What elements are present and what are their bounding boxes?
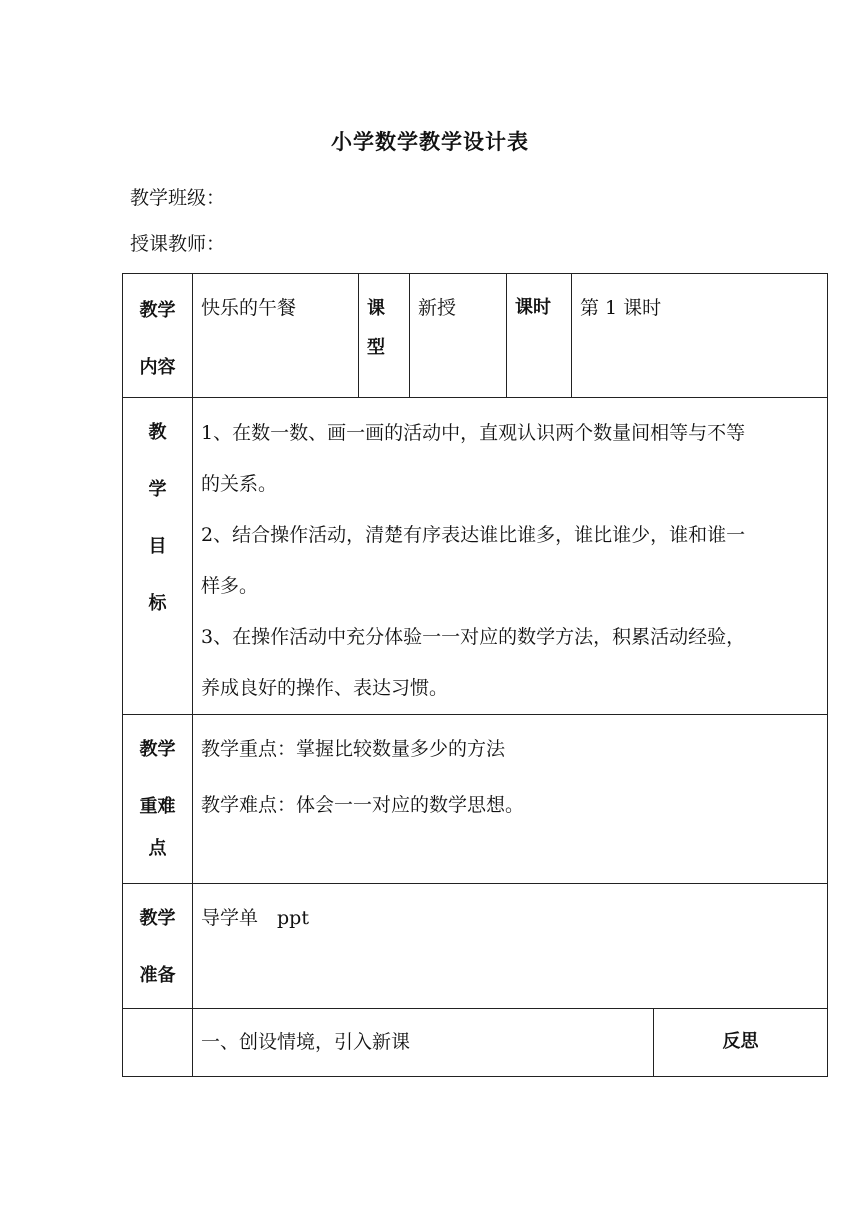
content-label-line2: 内容 <box>139 357 176 378</box>
type-label-line1: 课 <box>367 298 385 319</box>
content-label <box>123 274 193 398</box>
objective-line: 2、结合操作活动，清楚有序表达谁比谁多，谁比谁少，谁和谁一 <box>201 524 746 546</box>
keypoints-label-line2: 重难 <box>139 796 176 817</box>
type-label-line2: 型 <box>367 337 385 358</box>
content-label-line1: 教学 <box>139 300 176 321</box>
period-value: 第 1 课时 <box>572 274 828 398</box>
objective-line: 样多。 <box>201 575 259 597</box>
objective-line: 1、在数一数、画一画的活动中，直观认识两个数量间相等与不等 <box>201 422 746 444</box>
process-row <box>123 1009 828 1077</box>
period-label: 课时 <box>507 274 572 398</box>
type-value: 新授 <box>410 274 507 398</box>
process-first-step: 一、创设情境，引入新课 <box>193 1009 654 1077</box>
key-point: 教学重点：掌握比较数量多少的方法 <box>201 738 506 760</box>
keypoints-row <box>123 715 828 884</box>
document-title: 小学数学教学设计表 <box>331 130 529 154</box>
keypoints-label-line1: 教学 <box>139 739 176 760</box>
content-value: 快乐的午餐 <box>193 274 359 398</box>
prep-label-line1: 教学 <box>139 908 176 929</box>
reflection-label: 反思 <box>654 1009 828 1077</box>
objectives-row <box>123 398 828 715</box>
teacher-label: 授课教师： <box>130 233 226 255</box>
process-empty-cell <box>123 1009 193 1077</box>
objective-line: 的关系。 <box>201 473 278 495</box>
keypoints-label <box>123 715 193 884</box>
objective-line: 3、在操作活动中充分体验一一对应的数学方法，积累活动经验， <box>201 626 746 648</box>
objectives-label-char1: 教 <box>148 422 167 443</box>
objectives-label-char4: 标 <box>148 593 167 614</box>
objectives-label-char2: 学 <box>148 479 167 500</box>
content-row <box>123 274 828 398</box>
difficult-point: 教学难点：体会一一对应的数学思想。 <box>201 794 525 816</box>
prep-label <box>123 884 193 1009</box>
objectives-label-char3: 目 <box>148 536 167 557</box>
objective-line: 养成良好的操作、表达习惯。 <box>201 677 449 699</box>
keypoints-text <box>193 715 828 884</box>
type-label <box>359 274 410 398</box>
lesson-design-table <box>122 273 828 1077</box>
prep-label-line2: 准备 <box>139 965 176 986</box>
objectives-text <box>193 398 828 715</box>
prep-row <box>123 884 828 1009</box>
keypoints-label-line3: 点 <box>148 838 167 859</box>
teaching-class-label: 教学班级： <box>130 187 226 209</box>
objectives-label <box>123 398 193 715</box>
prep-value: 导学单 ppt <box>193 884 828 1009</box>
